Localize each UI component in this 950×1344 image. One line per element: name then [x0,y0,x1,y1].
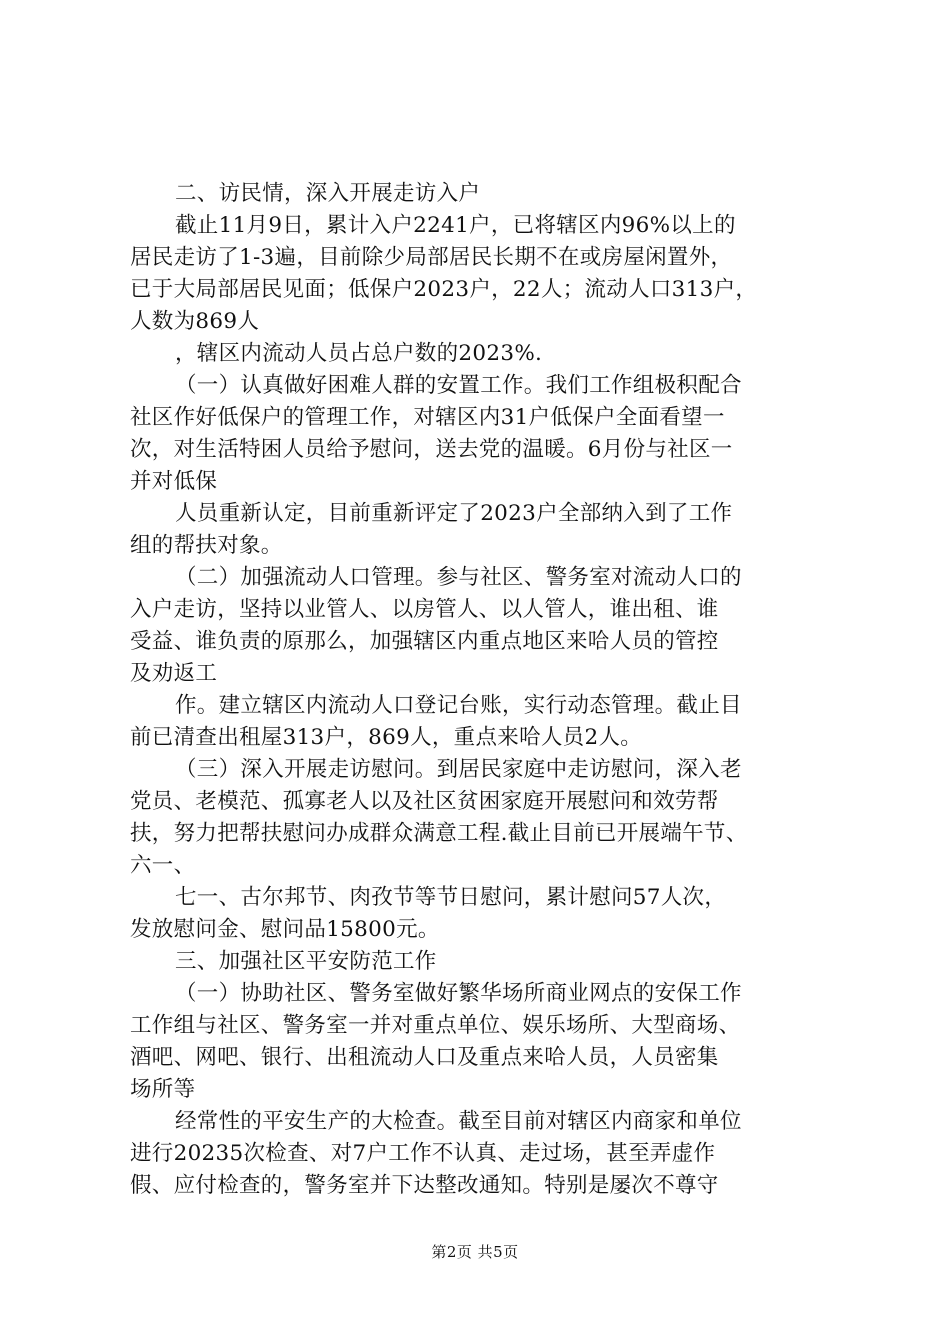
text-line: 已于大局部居民见面；低保户2023户，22人；流动人口313户， [130,277,758,302]
text-line: 人数为869人 [130,309,260,334]
text-line: 及劝返工 [130,661,218,686]
text-line: 组的帮扶对象。 [130,533,283,558]
text-line: 社区作好低保户的管理工作，对辖区内31户低保户全面看望一 [130,405,725,430]
text-line: 场所等 [130,1077,196,1102]
text-line: 发放慰问金、慰问品15800元。 [130,917,440,942]
text-line: 进行20235次检查、对7户工作不认真、走过场，甚至弄虚作 [130,1141,716,1166]
text-line: 截止11月9日，累计入户2241户，已将辖区内96%以上的 [175,213,736,238]
text-line: （一）协助社区、警务室做好繁华场所商业网点的安保工作 [175,981,742,1006]
document-body [130,178,842,1202]
text-line: 并对低保 [130,469,218,494]
text-line: 扶，努力把帮扶慰问办成群众满意工程.截止目前已开展端午节、 [130,821,748,846]
text-line: 作。建立辖区内流动人口登记台账，实行动态管理。截止目 [175,693,742,718]
text-line: 酒吧、网吧、银行、出租流动人口及重点来哈人员，人员密集 [130,1045,719,1070]
text-line: 二、访民情，深入开展走访入户 [175,181,481,206]
text-line: 七一、古尔邦节、肉孜节等节日慰问，累计慰问57人次， [175,885,727,910]
text-line: 假、应付检查的，警务室并下达整改通知。特别是屡次不尊守 [130,1173,719,1198]
text-line: 居民走访了1-3遍，目前除少局部居民长期不在或房屋闲置外， [130,245,733,270]
text-line: 前已清查出租屋313户，869人，重点来哈人员2人。 [130,725,643,750]
text-line: ，辖区内流动人员占总户数的2023%. [175,341,543,366]
text-line: 入户走访，坚持以业管人、以房管人、以人管人，谁出租、谁 [130,597,719,622]
text-line: （二）加强流动人口管理。参与社区、警务室对流动人口的 [175,565,742,590]
text-line: 三、加强社区平安防范工作 [175,949,437,974]
text-line: 六一、 [130,853,196,878]
text-line: 经常性的平安生产的大检查。截至目前对辖区内商家和单位 [175,1109,742,1134]
text-line: （三）深入开展走访慰问。到居民家庭中走访慰问，深入老 [175,757,742,782]
text-line: （一）认真做好困难人群的安置工作。我们工作组极积配合 [175,373,742,398]
text-line: 工作组与社区、警务室一并对重点单位、娱乐场所、大型商场、 [130,1013,741,1038]
text-line: 受益、谁负责的原那么，加强辖区内重点地区来哈人员的管控 [130,629,719,654]
text-line: 人员重新认定，目前重新评定了2023户全部纳入到了工作 [175,501,733,526]
page-footer: 第2页 共5页 [431,1243,519,1261]
text-line: 党员、老模范、孤寡老人以及社区贫困家庭开展慰问和效劳帮 [130,789,719,814]
text-line: 次，对生活特困人员给予慰问，送去党的温暖。6月份与社区一 [130,437,733,462]
